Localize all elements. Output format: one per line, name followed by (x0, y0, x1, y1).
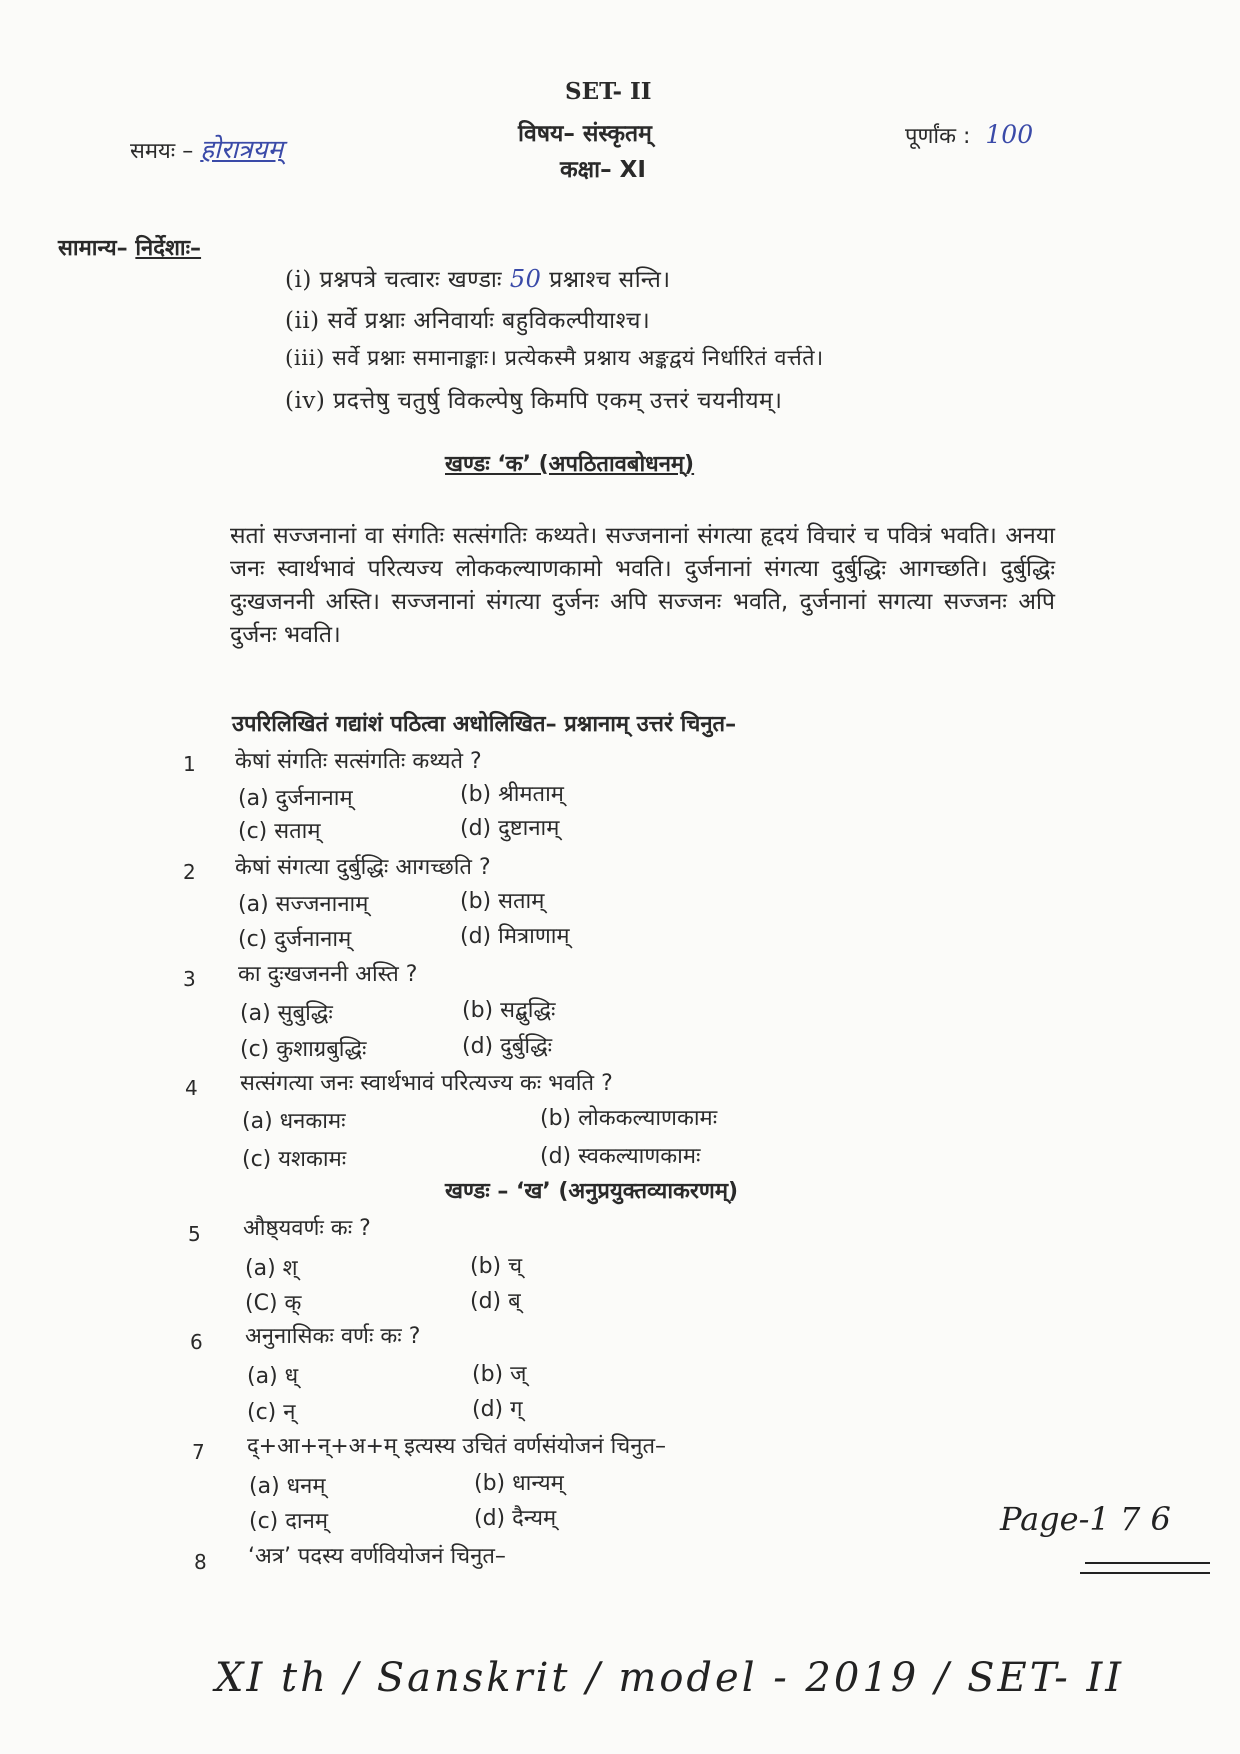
page-note-underline (1085, 1562, 1210, 1564)
page-note-underline (1080, 1572, 1210, 1574)
option: (d) ब् (470, 1289, 521, 1314)
instruction-item: (i) प्रश्नपत्रे चत्वारः खण्डाः 50 प्रश्नाश्च सन्ति। (285, 265, 671, 293)
handwritten-page-note: Page-1 7 6 (1000, 1500, 1171, 1538)
question-text: अनुनासिकः वर्णः कः ? (245, 1324, 421, 1349)
option: (c) दुर्जनानाम् (238, 927, 352, 952)
time-field (130, 130, 283, 166)
marks-value: 100 (985, 120, 1034, 149)
class-label: कक्षा– XI (560, 157, 646, 183)
question-text: का दुःखजननी अस्ति ? (238, 962, 418, 987)
option: (d) ग् (472, 1397, 523, 1422)
question-number: 5 (188, 1222, 201, 1246)
option: (a) सुबुद्धिः (240, 1001, 333, 1026)
section-b-title: खण्डः – ‘ख’ (अनुप्रयुक्तव्याकरणम्) (445, 1179, 739, 1204)
passage-instruction: उपरिलिखितं गद्यांशं पठित्वा अधोलिखित– प्रश्नानाम् उत्तरं चिनुत– (232, 712, 737, 737)
question-number: 3 (183, 967, 196, 991)
option: (c) कुशाग्रबुद्धिः (240, 1037, 367, 1062)
option: (b) सताम् (460, 889, 545, 914)
option: (a) धनम् (249, 1474, 326, 1499)
instruction-item: (iv) प्रदत्तेषु चतुर्षु विकल्पेषु किमपि एकम् उत्तरं चयनीयम्। (285, 388, 783, 414)
option: (b) च् (470, 1254, 523, 1279)
question-text: सत्संगत्या जनः स्वार्थभावं परित्यज्य कः भवति ? (240, 1071, 613, 1096)
option: (a) दुर्जनानाम् (238, 786, 353, 811)
question-text: औष्ठ्यवर्णः कः ? (243, 1216, 371, 1241)
option: (c) दानम् (249, 1509, 329, 1534)
question-number: 4 (185, 1076, 198, 1100)
handwritten-count: 50 (509, 265, 542, 293)
question-number: 2 (183, 860, 196, 884)
question-number: 8 (194, 1550, 207, 1574)
option: (a) धनकामः (242, 1109, 346, 1134)
option: (c) न् (247, 1400, 296, 1425)
option: (C) क् (245, 1291, 302, 1316)
section-a-title: खण्डः ‘क’ (अपठितावबोधनम्) (445, 452, 695, 477)
handwritten-footer: XI th / Sanskrit / model - 2019 / SET- II (215, 1655, 1125, 1701)
subject-label: विषय– संस्कृतम् (518, 121, 652, 147)
question-text: ‘अत्र’ पदस्य वर्णवियोजनं चिनुत– (248, 1544, 506, 1569)
option: (a) सज्जनानाम् (238, 892, 369, 917)
question-number: 1 (183, 752, 196, 776)
option: (b) धान्यम् (474, 1471, 564, 1496)
instructions-title: सामान्य– निर्देशाः– (58, 236, 202, 261)
option: (a) श् (245, 1256, 298, 1281)
option: (d) दुर्बुद्धिः (462, 1034, 553, 1059)
question-text: केषां संगतिः सत्संगतिः कथ्यते ? (235, 749, 482, 774)
question-text: केषां संगत्या दुर्बुद्धिः आगच्छति ? (235, 855, 491, 880)
question-number: 6 (190, 1330, 203, 1354)
time-value: होरात्रयम् (200, 135, 284, 165)
instruction-item: (ii) सर्वे प्रश्नाः अनिवार्याः बहुविकल्पीयाश्च। (285, 308, 651, 334)
set-label: SET- II (565, 78, 652, 105)
option: (d) स्वकल्याणकामः (540, 1144, 701, 1169)
option: (d) दुष्टानाम् (460, 816, 560, 841)
option: (c) यशकामः (242, 1147, 347, 1172)
option: (b) लोककल्याणकामः (540, 1106, 718, 1131)
marks-label: पूर्णांक : (905, 124, 971, 149)
option: (b) ज् (472, 1362, 527, 1387)
question-number: 7 (192, 1440, 205, 1464)
option: (b) श्रीमताम् (460, 782, 564, 807)
option: (b) सद्बुद्धिः (462, 998, 556, 1023)
marks-field (905, 120, 1033, 150)
time-label: समयः – (130, 139, 194, 164)
option: (c) सताम् (238, 819, 321, 844)
option: (d) मित्राणाम् (460, 924, 570, 949)
instruction-item: (iii) सर्वे प्रश्नाः समानाङ्काः। प्रत्येकस्मै प्रश्नाय अङ्कद्वयं निर्धारितं वर्त्तते। (285, 346, 824, 371)
passage: सतां सज्जनानां वा संगतिः सत्संगतिः कथ्यते। सज्जनानां संगत्या हृदयं विचारं च पवित्रं भवति। अनया जनः स्वार्थभावं परित्यज्य लोककल्याणकामो भवति। दुर्जनानां संगत्या दुर्बुद्धिः आगच्छति। दुर्बुद्धिः दुःखजननी अस्ति। सज्जनानां संगत्या दुर्जनः अपि सज्जनः भवति, दुर्जनानां सगत्या सज्जनः अपि दुर्जनः भवति। (230, 523, 1055, 648)
question-text: द्+आ+न्+अ+म् इत्यस्य उचितं वर्णसंयोजनं चिनुत– (247, 1434, 666, 1459)
option: (a) ध् (247, 1364, 299, 1389)
option: (d) दैन्यम् (474, 1506, 557, 1531)
